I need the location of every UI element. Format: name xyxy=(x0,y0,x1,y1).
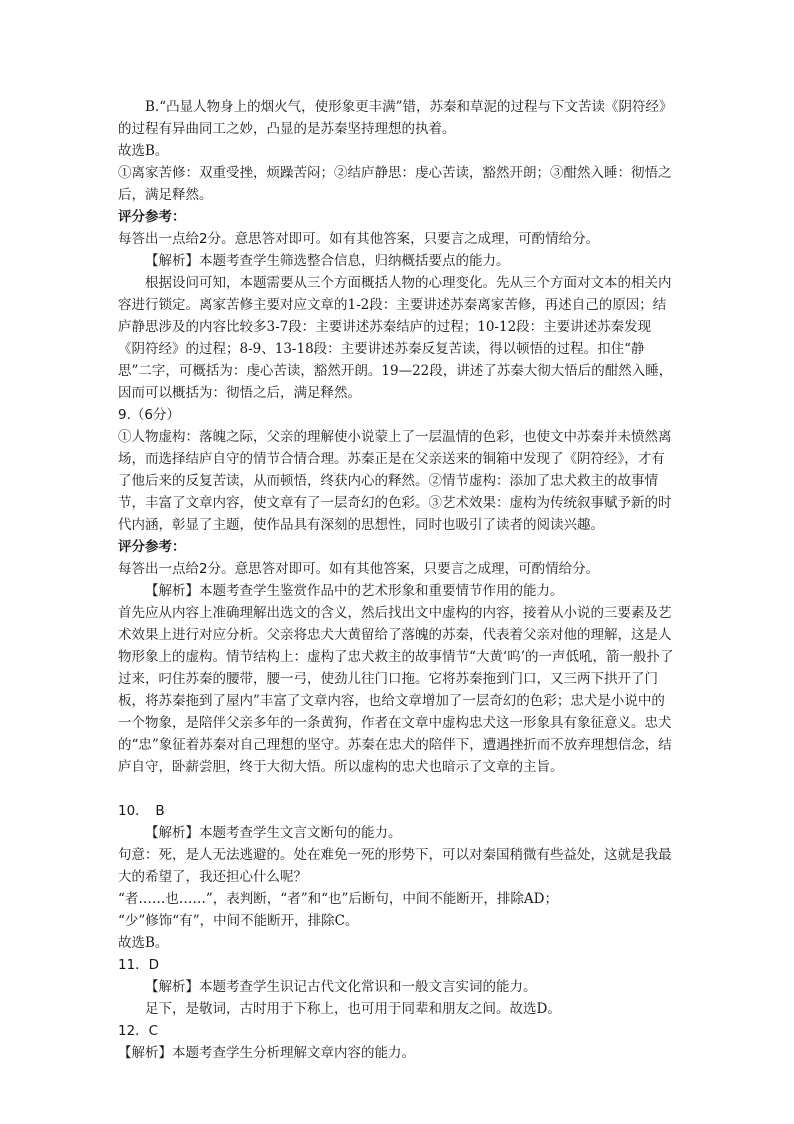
analysis-heading: 【解析】本题考查学生鉴赏作品中的艺术形象和重要情节作用的能力。 xyxy=(145,583,564,599)
analysis-body: “者……也……”，表判断，“者”和“也”后断句，中间不能断开，排除AD； xyxy=(118,891,558,907)
question-number: 12．C xyxy=(118,1023,159,1039)
scoring-heading: 评分参考： xyxy=(118,539,186,555)
answer-points: ①离家苦修：双重受挫，烦躁苦闷；②结庐静思：虔心苦读，豁然开朗；③酣然入睡：彻悟之后，满足释然。 xyxy=(118,165,672,203)
scoring-heading: 评分参考： xyxy=(118,209,186,225)
analysis-heading: 【解析】本题考查学生分析理解文章内容的能力。 xyxy=(118,1045,415,1061)
question-number: 9.（6分） xyxy=(118,407,180,423)
analysis-heading: 【解析】本题考查学生文言文断句的能力。 xyxy=(145,825,402,841)
sentence-meaning: 句意：死，是人无法逃避的。处在难免一死的形势下，可以对秦国稍微有些益处，这就是我最大的希望了，我还担心什么呢？ xyxy=(118,847,672,885)
answer-line: 故选B。 xyxy=(118,935,169,951)
analysis-heading: 【解析】本题考查学生识记古代文化常识和一般文言实词的能力。 xyxy=(145,979,537,995)
analysis-body: 根据设问可知，本题需要从三个方面概括人物的心理变化。先从三个方面对文本的相关内容进行锁定。离家苦修主要对应文章的1-2段：主要讲述苏秦离家苦修，再述自己的原因；结庐静思涉及的内容比较多3-7段：主要讲述苏秦结庐的过程；10-12段：主要讲述苏秦发现《阴符经》的过程；8-9、13-18段：主要讲述苏秦反复苦读，得以顿悟的过程。扣住“静思”二字，可概括为：虔心苦读，豁然开朗。19—22段，讲述了苏秦大彻大悟后的酣然入睡，因而可以概括为：彻悟之后，满足释然。 xyxy=(118,275,673,401)
analysis-body: 足下，是敬词，古时用于下称上，也可用于同辈和朋友之间。故选D。 xyxy=(145,1001,561,1017)
analysis-body: “少”修饰“有”，中间不能断开，排除C。 xyxy=(118,913,359,929)
option-b-analysis: B.“凸显人物身上的烟火气，使形象更丰满”错，苏秦和草泥的过程与下文苦读《阴符经》的过程有异曲同工之妙，凸显的是苏秦坚持理想的执着。 xyxy=(118,99,673,137)
answer-line: 故选B。 xyxy=(118,143,169,159)
scoring-text: 每答出一点给2分。意思答对即可。如有其他答案，只要言之成理，可酌情给分。 xyxy=(118,561,600,577)
question-number: 10． B xyxy=(118,803,165,819)
answer-points: ①人物虚构：落魄之际，父亲的理解使小说蒙上了一层温情的色彩，也使文中苏秦并未愤然离场，而选择结庐自守的情节合情合理。苏秦正是在父亲送来的铜箱中发现了《阴符经》，才有了他后来的反复苦读，从而顿悟，终获内心的释然。②情节虚构：添加了忠犬救主的故事情节，丰富了文章内容，使文章有了一层奇幻的色彩。③艺术效果：虚构为传统叙事赋予新的时代内涵，彰显了主题，使作品具有深刻的思想性，同时也吸引了读者的阅读兴趣。 xyxy=(118,429,672,533)
analysis-heading: 【解析】本题考查学生筛选整合信息，归纳概括要点的能力。 xyxy=(145,253,510,269)
analysis-body: 首先应从内容上准确理解出选文的含义，然后找出文中虚构的内容，接着从小说的三要素及艺术效果上进行对应分析。父亲将忠犬大黄留给了落魄的苏秦，代表着父亲对他的理解，这是人物形象上的虚构。情节结构上：虚构了忠犬救主的故事情节“大黄‘呜’的一声低吼，箭一般扑了过来，叼住苏秦的腰带，腰一弓，使劲儿往门口拖。它将苏秦拖到门口，又三两下拱开了门板，将苏秦拖到了屋内”丰富了文章内容，也给文章增加了一层奇幻的色彩；忠犬是小说中的一个物象，是陪伴父亲多年的一条黄狗，作者在文章中虚构忠犬这一形象具有象征意义。忠犬的“忠”象征着苏秦对自己理想的坚守。苏秦在忠犬的陪伴下，遭遇挫折而不放弃理想信念，结庐自守，卧薪尝胆，终于大彻大悟。所以虚构的忠犬也暗示了文章的主旨。 xyxy=(118,605,674,775)
scoring-text: 每答出一点给2分。意思答对即可。如有其他答案，只要言之成理，可酌情给分。 xyxy=(118,231,600,247)
question-number: 11．D xyxy=(118,957,160,973)
